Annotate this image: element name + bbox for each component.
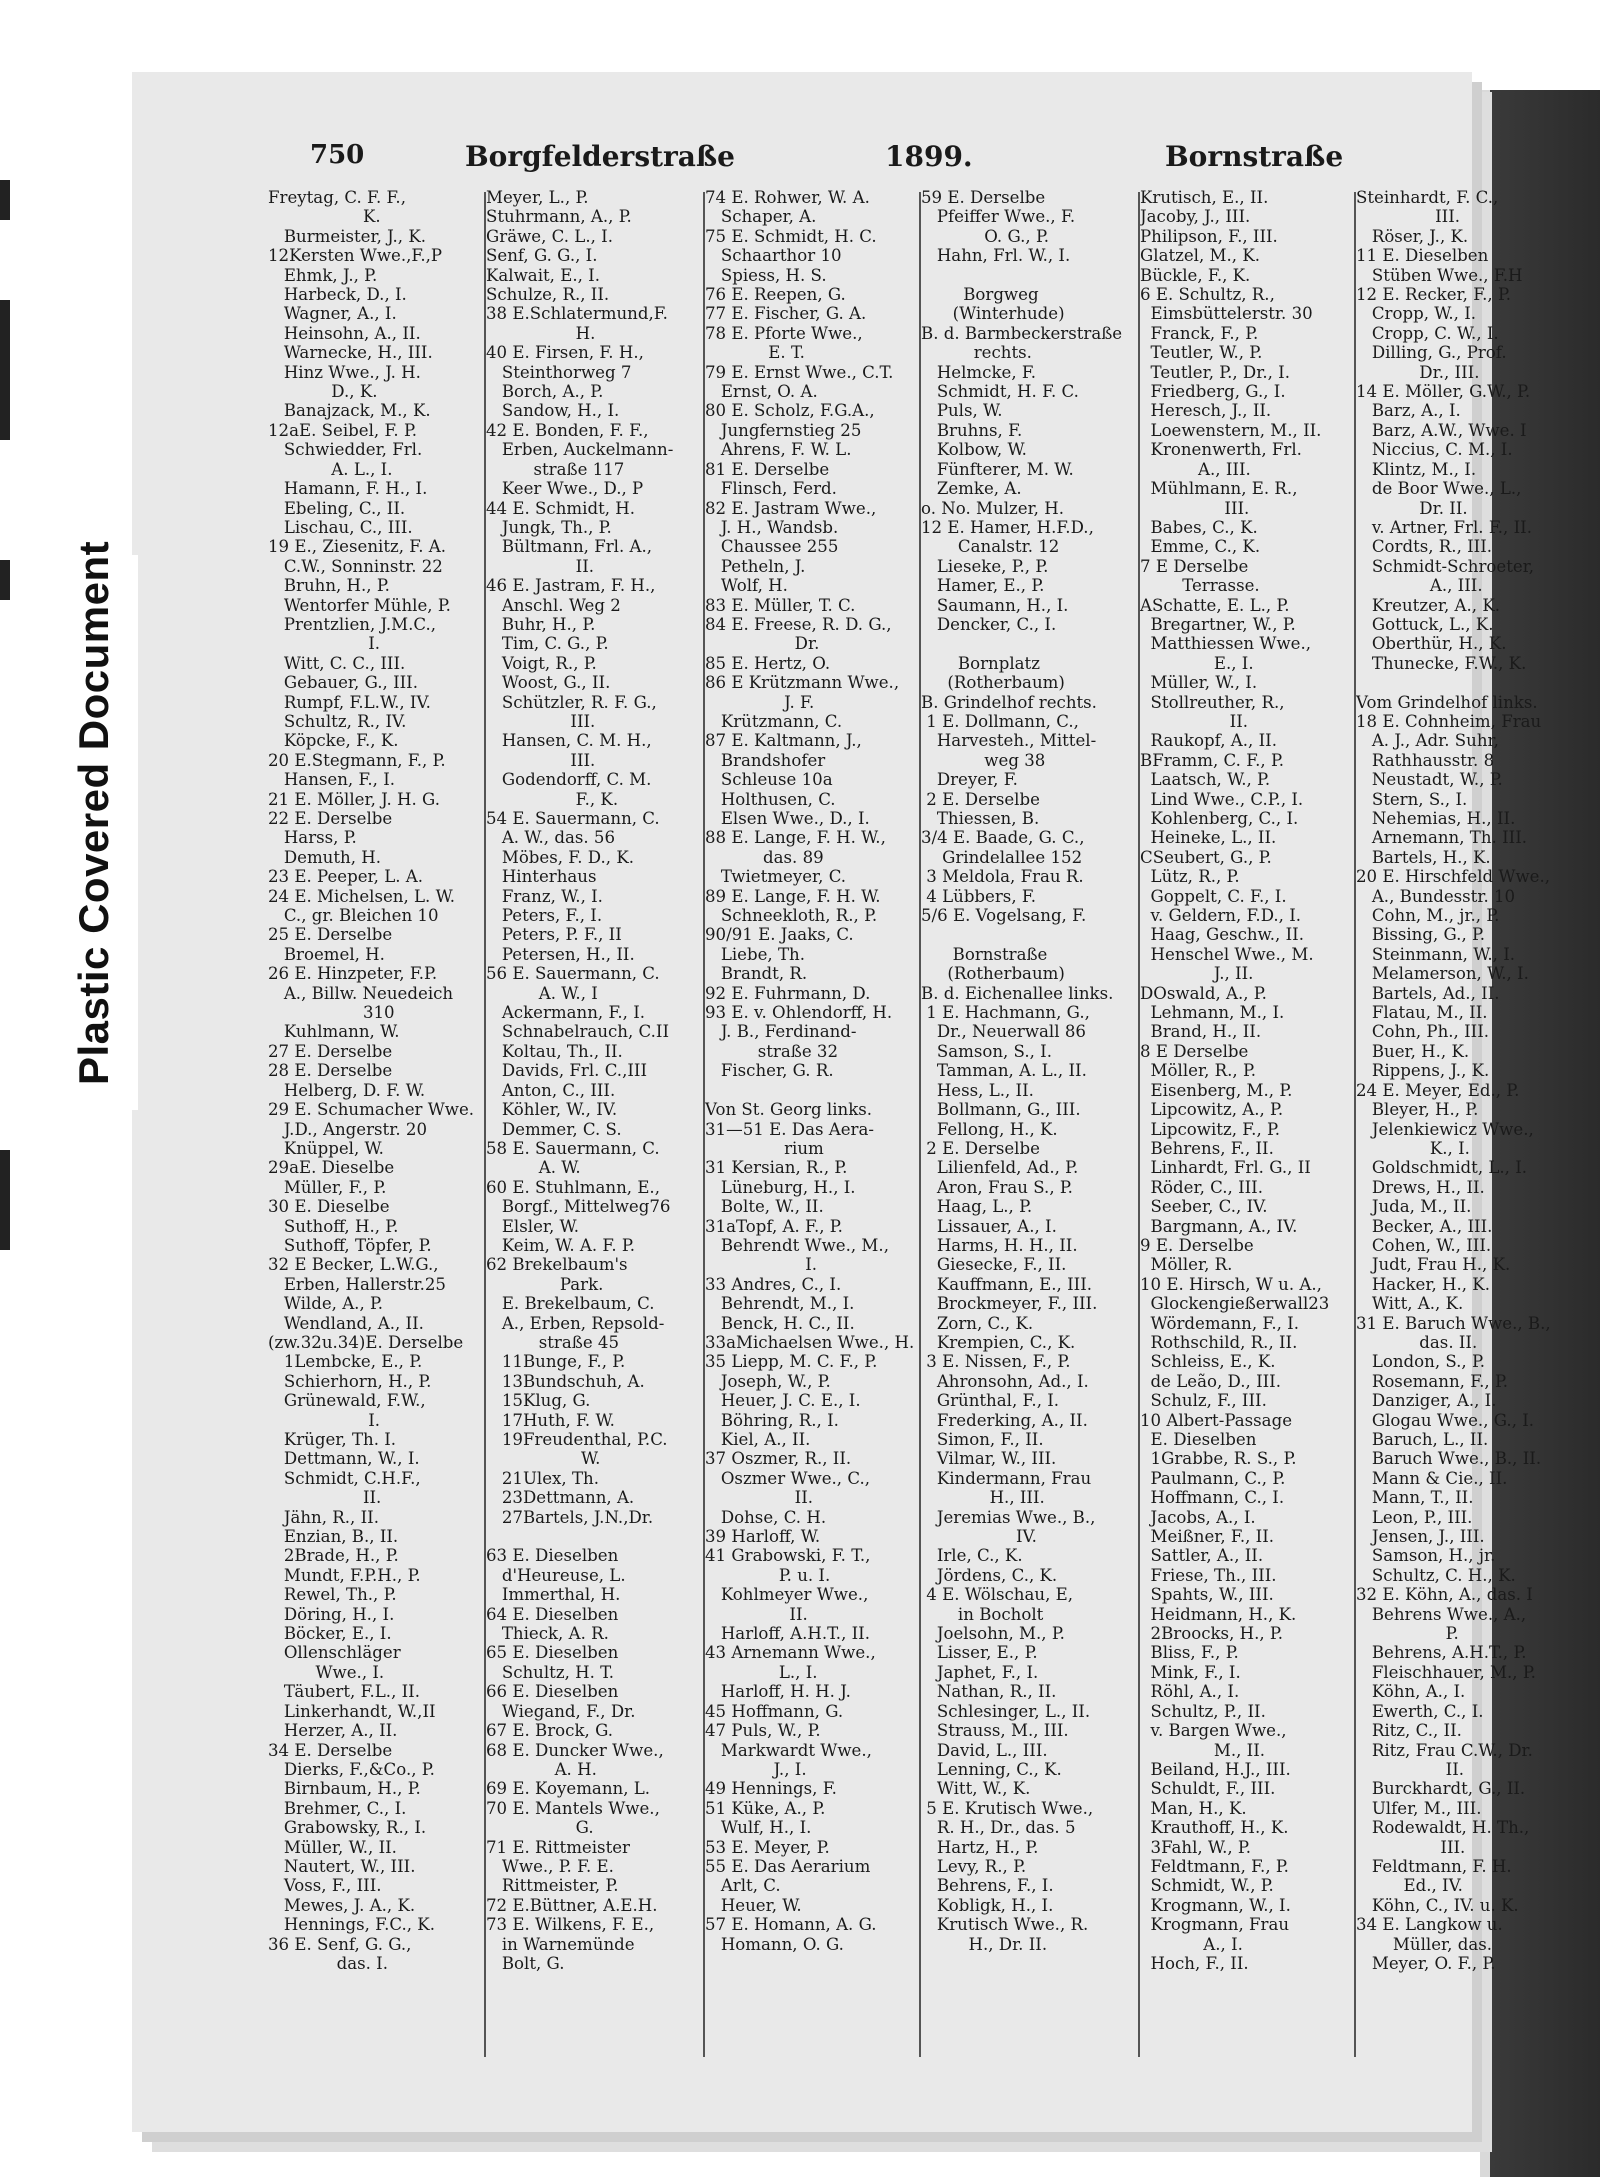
header-left-street: Borgfelderstraße [465, 140, 735, 173]
directory-column-3: 74 E. Rohwer, W. A. Schaper, A. 75 E. Schmidt, H. C. Schaarthor 10 Spiess, H. S. 76 E. Reepen, G. 77 E. Fischer, G. A. 78 E. Pforte Wwe., E. T. 79 E. Ernst Wwe., C.T. Ernst, O. A. 80 E. Scholz, F.G.A., Jungfernstieg 25 Ahrens, F. W. L. 81 E. Derselbe Flinsch, Ferd. 82 E. Jastram Wwe., J. H., Wandsb. Chaussee 255 Petheln, J. Wolf, H. 83 E. Müller, T. C. 84 E. Freese, R. D. G., Dr. 85 E. Hertz, O. 86 E Krützmann Wwe., J. F. Krützmann, C. 87 E. Kaltmann, J., Brandshofer Schleuse 10a Holthusen, C. Elsen Wwe., D., I. 88 E. Lange, F. H. W., das. 89 Twietmeyer, C. 89 E. Lange, F. H. W. Schneekloth, R., P. 90/91 E. Jaaks, C. Liebe, Th. Brandt, R. 92 E. Fuhrmann, D. 93 E. v. Ohlendorff, H. J. B., Ferdinand- straße 32 Fischer, G. R. Von St. Georg links. 31—51 E. Das Aera- rium 31 Kersian, R., P. Lüneburg, H., I. Bolte, W., II. 31aTopf, A. F., P. Behrendt Wwe., M., I. 33 Andres, C., I. Behrendt, M., I. Benck, H. C., II. 33aMichaelsen Wwe., H. 35 Liepp, M. C. F., P. Joseph, W., P. Heuer, J. C. E., I. Böhring, R., I. Kiel, A., II. 37 Oszmer, R., II. Oszmer Wwe., C., II. Dohse, C. H. 39 Harloff, W. 41 Grabowski, F. T., P. u. I. Kohlmeyer Wwe., II. Harloff, A.H.T., II. 43 Arnemann Wwe., L., I. Harloff, H. H. J. 45 Hoffmann, G. 47 Puls, W., P. Markwardt Wwe., J., I. 49 Hennings, F. 51 Küke, A., P. Wulf, H., I. 53 E. Meyer, P. 55 E. Das Aerarium Arlt, C. Heuer, W. 57 E. Homann, A. G. Homann, O. G. [705, 188, 915, 1954]
page-header [310, 140, 1344, 190]
directory-column-1: Freytag, C. F. F., K. Burmeister, J., K. 12Kersten Wwe.,F.,P Ehmk, J., P. Harbeck, D., I. Wagner, A., I. Heinsohn, A., II. Warnecke, H., III. Hinz Wwe., J. H. D., K. Banajzack, M., K. 12aE. Seibel, F. P. Schwiedder, Frl. A. L., I. Hamann, F. H., I. Ebeling, C., II. Lischau, C., III. 19 E., Ziesenitz, F. A. C.W., Sonninstr. 22 Bruhn, H., P. Wentorfer Mühle, P. Prentzlien, J.M.C., I. Witt, C. C., III. Gebauer, G., III. Rumpf, F.L.W., IV. Schultz, R., IV. Köpcke, F., K. 20 E.Stegmann, F., P. Hansen, F., I. 21 E. Möller, J. H. G. 22 E. Derselbe Harss, P. Demuth, H. 23 E. Peeper, L. A. 24 E. Michelsen, L. W. C., gr. Bleichen 10 25 E. Derselbe Broemel, H. 26 E. Hinzpeter, F.P. A., Billw. Neuedeich 310 Kuhlmann, W. 27 E. Derselbe 28 E. Derselbe Helberg, D. F. W. 29 E. Schumacher Wwe. J.D., Angerstr. 20 Knüppel, W. 29aE. Dieselbe Müller, F., P. 30 E. Dieselbe Suthoff, H., P. Suthoff, Töpfer, P. 32 E Becker, L.W.G., Erben, Hallerstr.25 Wilde, A., P. Wendland, A., II. (zw.32u.34)E. Derselbe 1Lembcke, E., P. Schierhorn, H., P. Grünewald, F.W., I. Krüger, Th. I. Dettmann, W., I. Schmidt, C.H.F., II. Jähn, R., II. Enzian, B., II. 2Brade, H., P. Mundt, F.P.H., P. Rewel, Th., P. Döring, H., I. Böcker, E., I. Ollenschläger Wwe., I. Täubert, F.L., II. Linkerhandt, W.,II Herzer, A., II. 34 E. Derselbe Dierks, F.,&Co., P. Birnbaum, H., P. Brehmer, C., I. Grabowsky, R., I. Müller, W., II. Nautert, W., III. Voss, F., III. Mewes, J. A., K. Hennings, F.C., K. 36 E. Senf, G. G., das. I. [268, 188, 475, 1973]
cropped-text-fragment [0, 300, 10, 440]
directory-column-5: Krutisch, E., II. Jacoby, J., III. Philipson, F., III. Glatzel, M., K. Bückle, F., K. 6 E. Schultz, R., Eimsbüttelerstr. 30 Franck, F., P. Teutler, W., P. Teutler, P., Dr., I. Friedberg, G., I. Heresch, J., II. Loewenstern, M., II. Kronenwerth, Frl. A., III. Mühlmann, E. R., III. Babes, C., K. Emme, C., K. 7 E Derselbe Terrasse. ASchatte, E. L., P. Bregartner, W., P. Matthiessen Wwe., E., I. Müller, W., I. Stollreuther, R., II. Raukopf, A., II. BFramm, C. F., P. Laatsch, W., P. Lind Wwe., C.P., I. Kohlenberg, C., I. Heineke, L., II. CSeubert, G., P. Lütz, R., P. Goppelt, C. F., I. v. Geldern, F.D., I. Haag, Geschw., II. Henschel Wwe., M. J., II. DOswald, A., P. Lehmann, M., I. Brand, H., II. 8 E Derselbe Möller, R., P. Eisenberg, M., P. Lipcowitz, A., P. Lipcowitz, F., P. Behrens, F., II. Linhardt, Frl. G., II Röder, C., III. Seeber, C., IV. Bargmann, A., IV. 9 E. Derselbe Möller, R. 10 E. Hirsch, W u. A., Glockengießerwall23 Wördemann, F., I. Rothschild, R., II. Schleiss, E., K. de Leão, D., III. Schulz, F., III. 10 Albert-Passage E. Dieselben 1Grabbe, R. S., P. Paulmann, C., P. Hoffmann, C., I. Jacobs, A., I. Meißner, F., II. Sattler, A., II. Friese, Th., III. Spahts, W., III. Heidmann, H., K. 2Broocks, H., P. Bliss, F., P. Mink, F., I. Röhl, A., I. Schultz, P., II. v. Bargen Wwe., M., II. Beiland, H.J., III. Schuldt, F., III. Man, H., K. Krauthoff, H., K. 3Fahl, W., P. Feldtmann, F., P. Schmidt, W., P. Krogmann, W., I. Krogmann, Frau A., I. Hoch, F., II. [1140, 188, 1330, 1973]
cropped-text-fragment [0, 1150, 10, 1250]
cropped-text-fragment [0, 180, 10, 220]
background-corner [1480, 0, 1600, 90]
page-number: 750 [310, 140, 365, 170]
side-label: Plastic Covered Document [70, 540, 117, 1085]
directory-column-6: Steinhardt, F. C., III. Röser, J., K. 11 E. Dieselben Stüben Wwe., F.H 12 E. Recker, F., P. Cropp, W., I. Cropp, C. W., I. Dilling, G., Prof. Dr., III. 14 E. Möller, G.W., P. Barz, A., I. Barz, A.W., Wwe. I Niccius, C. M., I. Klintz, M., I. de Boor Wwe., L., Dr. II. v. Artner, Frl. F., II. Cordts, R., III. Schmidt-Schroeter, A., III. Kreutzer, A., K. Gottuck, L., K. Oberthür, H., K. Thunecke, F.W., K. Vom Grindelhof links. 18 E. Cohnheim, Frau A. J., Adr. Suhr, Rathhausstr. 8 Neustadt, W., P. Stern, S., I. Nehemias, H., II. Arnemann, Th. III. Bartels, H., K. 20 E. Hirschfeld Wwe., A., Bundesstr. 10 Cohn, M., jr., P. Bissing, G., P. Steinmann, W., I. Melamerson, W., I. Bartels, Ad., II. Flatau, M., II. Cohn, Ph., III. Buer, H., K. Rippens, J., K. 24 E. Meyer, Ed., P. Bleyer, H., P. Jelenkiewicz Wwe., K., I. Goldschmidt, L., I. Drews, H., II. Juda, M., II. Becker, A., III. Cohen, W., III. Judt, Frau H., K. Hacker, H., K. Witt, A., K. 31 E. Baruch Wwe., B., das. II. London, S., P. Rosemann, F., P. Danziger, A., I. Glogau Wwe., G., I. Baruch, L., II. Baruch Wwe., B., II. Mann & Cie., II. Mann, T., II. Leon, P., III. Jensen, J., III. Samson, H., jr. Schultz, C. H., K. 32 E. Köhn, A., das. I Behrens Wwe., A., P. Behrens, A.H.T., P. Fleischhauer, M., P. Köhn, A., I. Ewerth, C., I. Ritz, C., II. Ritz, Frau C.W., Dr. II. Burckhardt, G., II. Ulfer, M., III. Rodewaldt, H. Th., III. Feldtmann, F. H. Ed., IV. Köhn, C., IV. u. K. 34 E. Langkow u. Müller, das. Meyer, O. F., P. [1356, 188, 1551, 1973]
directory-column-2: Meyer, L., P. Stuhrmann, A., P. Gräwe, C. L., I. Senf, G. G., I. Kalwait, E., I. Schulze, R., II. 38 E.Schlatermund,F. H. 40 E. Firsen, F. H., Steinthorweg 7 Borch, A., P. Sandow, H., I. 42 E. Bonden, F. F., Erben, Auckelmann- straße 117 Keer Wwe., D., P 44 E. Schmidt, H. Jungk, Th., P. Bültmann, Frl. A., II. 46 E. Jastram, F. H., Anschl. Weg 2 Buhr, H., P. Tim, C. G., P. Voigt, R., P. Woost, G., II. Schützler, R. F. G., III. Hansen, C. M. H., III. Godendorff, C. M. F., K. 54 E. Sauermann, C. A. W., das. 56 Möbes, F. D., K. Hinterhaus Franz, W., I. Peters, F., I. Peters, P. F., II Petersen, H., II. 56 E. Sauermann, C. A. W., I Ackermann, F., I. Schnabelrauch, C.II Koltau, Th., II. Davids, Frl. C.,III Anton, C., III. Köhler, W., IV. Demmer, C. S. 58 E. Sauermann, C. A. W. 60 E. Stuhlmann, E., Borgf., Mittelweg76 Elsler, W. Keim, W. A. F. P. 62 Brekelbaum's Park. E. Brekelbaum, C. A., Erben, Repsold- straße 45 11Bunge, F., P. 13Bundschuh, A. 15Klug, G. 17Huth, F. W. 19Freudenthal, P.C. W. 21Ulex, Th. 23Dettmann, A. 27Bartels, J.N.,Dr. 63 E. Dieselben d'Heureuse, L. Immerthal, H. 64 E. Dieselben Thieck, A. R. 65 E. Dieselben Schultz, H. T. 66 E. Dieselben Wiegand, F., Dr. 67 E. Brock, G. 68 E. Duncker Wwe., A. H. 69 E. Koyemann, L. 70 E. Mantels Wwe., G. 71 E. Rittmeister Wwe., P. F. E. Rittmeister, P. 72 E.Büttner, A.E.H. 73 E. Wilkens, F. E., in Warnemünde Bolt, G. [486, 188, 674, 1973]
cropped-text-fragment [0, 560, 10, 600]
directory-column-4: 59 E. Derselbe Pfeiffer Wwe., F. O. G., P. Hahn, Frl. W., I. Borgweg (Winterhude) B. d. Barmbeckerstraße rechts. Helmcke, F. Schmidt, H. F. C. Puls, W. Bruhns, F. Kolbow, W. Fünfterer, M. W. Zemke, A. o. No. Mulzer, H. 12 E. Hamer, H.F.D., Canalstr. 12 Lieseke, P., P. Hamer, E., P. Saumann, H., I. Dencker, C., I. Bornplatz (Rotherbaum) B. Grindelhof rechts. 1 E. Dollmann, C., Harvesteh., Mittel- weg 38 Dreyer, F. 2 E. Derselbe Thiessen, B. 3/4 E. Baade, G. C., Grindelallee 152 3 Meldola, Frau R. 4 Lübbers, F. 5/6 E. Vogelsang, F. Bornstraße (Rotherbaum) B. d. Eichenallee links. 1 E. Hachmann, G., Dr., Neuerwall 86 Samson, S., I. Tamman, A. L., II. Hess, L., II. Bollmann, G., III. Fellong, H., K. 2 E. Derselbe Lilienfeld, Ad., P. Aron, Frau S., P. Haag, L., P. Lissauer, A., I. Harms, H. H., II. Giesecke, F., II. Kauffmann, E., III. Brockmeyer, F., III. Zorn, C., K. Krempien, C., K. 3 E. Nissen, F., P. Ahronsohn, Ad., I. Grünthal, F., I. Frederking, A., II. Simon, F., II. Vilmar, W., III. Kindermann, Frau H., III. Jeremias Wwe., B., IV. Irle, C., K. Jördens, C., K. 4 E. Wölschau, E, in Bocholt Joelsohn, M., P. Lisser, E., P. Japhet, F., I. Nathan, R., II. Schlesinger, L., II. Strauss, M., III. David, L., III. Lenning, C., K. Witt, W., K. 5 E. Krutisch Wwe., R. H., Dr., das. 5 Hartz, H., P. Levy, R., P. Behrens, F., I. Kobligk, H., I. Krutisch Wwe., R. H., Dr. II. [921, 188, 1123, 1954]
header-right-street: Bornstraße [1165, 140, 1344, 173]
header-year: 1899. [885, 140, 973, 173]
